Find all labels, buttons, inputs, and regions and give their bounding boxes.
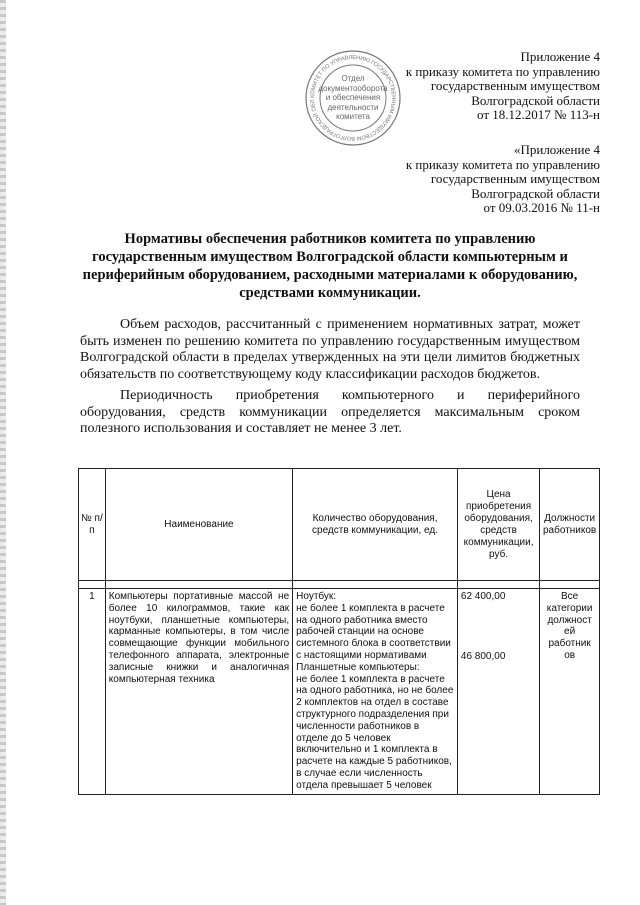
appendix-original-line5: от 09.03.2016 № 11-н xyxy=(483,200,600,215)
appendix-current-line4: Волгоградской области xyxy=(471,92,600,108)
qty-laptop-title: Ноутбук: xyxy=(296,591,337,602)
department-stamp xyxy=(303,48,403,148)
appendix-current-line5: от 18.12.2017 № 113-н xyxy=(477,107,600,122)
header-positions: Должности работников xyxy=(540,469,600,581)
table-row xyxy=(79,589,600,795)
appendix-current-line1: Приложение 4 xyxy=(520,49,600,64)
row-name: Компьютеры портативные массой не более 10 килограммов, такие как ноутбуки, планшетные компьютеры, карманные компьютеры, в том числе совмещающие функции мобильного телефонного аппарата, электронные записные книжки и аналогичная компьютерная техника xyxy=(105,589,292,795)
row-num: 1 xyxy=(79,589,106,795)
row-qty xyxy=(293,589,458,795)
scan-edge xyxy=(0,0,6,905)
row-price xyxy=(457,589,539,795)
appendix-current xyxy=(406,50,600,123)
appendix-original-line2: к приказу комитета по управлению xyxy=(405,156,600,172)
qty-tablet: не более 1 комплекта в расчете на одного работника, но не более 2 комплектов на отдел в составе структурного подразделения при численности работников в отделе до 5 человек включительно и 1 комплекта в расчете на каждые 5 работников, в случае если численность отдела превышает 5 человек xyxy=(296,673,454,791)
header-num: № п/п xyxy=(79,469,106,581)
appendix-original-line4: Волгоградской области xyxy=(471,185,600,201)
table-header-row xyxy=(79,469,600,581)
stamp-ring-text: КОМИТЕТ ПО УПРАВЛЕНИЮ ГОСУДАРСТВЕННЫМ ИМУЩЕСТВОМ ВОЛГОГРАДСКОЙ ОБЛ xyxy=(309,54,397,142)
table-separator-row xyxy=(79,581,600,589)
stamp-line1: Отдел xyxy=(341,74,365,84)
document-title: Нормативы обеспечения работников комитета по управлению государственным имуществом Волгоградской области компьютерным и периферийным оборудованием, расходными материалами к оборудованию, средствами коммуникации. xyxy=(82,231,578,301)
row-positions: Все категории должност ей работник ов xyxy=(540,589,600,795)
body-text xyxy=(80,317,580,443)
appendix-current-line2: к приказу комитета по управлению xyxy=(405,63,600,79)
header-price: Цена приобретения оборудования, средств коммуникации, руб. xyxy=(457,469,539,581)
price-tablet: 46 800,00 xyxy=(460,650,506,662)
header-name: Наименование xyxy=(105,469,292,581)
appendix-original-line1: «Приложение 4 xyxy=(513,142,600,157)
stamp-line5: комитета xyxy=(336,112,370,122)
stamp-line4: деятельности xyxy=(327,102,379,112)
stamp-line3: и обеспечения xyxy=(325,93,381,103)
qty-tablet-title: Планшетные компьютеры: xyxy=(296,661,420,673)
price-laptop: 62 400,00 xyxy=(460,591,506,602)
qty-laptop: не более 1 комплекта в расчете на одного работника вместо рабочей станции на основе системного блока в соответствии с настоящими нормативами xyxy=(296,602,451,661)
stamp-line2: документооборота xyxy=(318,83,388,93)
appendix-current-line3: государственным имуществом xyxy=(430,78,600,93)
appendix-original xyxy=(406,143,600,216)
appendix-original-line3: государственным имуществом xyxy=(430,171,600,186)
paragraph-periodicity: Периодичность приобретения компьютерного и периферийного оборудования, средств коммуникации определяется максимальным сроком полезного использования и составляет не менее 3 лет. xyxy=(80,388,580,436)
header-qty: Количество оборудования, средств коммуникации, ед. xyxy=(293,469,458,581)
paragraph-expenses: Объем расходов, рассчитанный с применением нормативных затрат, может быть изменен по решению комитета по управлению государственным имуществом Волгоградской области в пределах утвержденных на эти цели лимитов бюджетных обязательств по соответствующему коду классификации расходов бюджетов. xyxy=(80,317,580,382)
norms-table xyxy=(78,468,600,795)
